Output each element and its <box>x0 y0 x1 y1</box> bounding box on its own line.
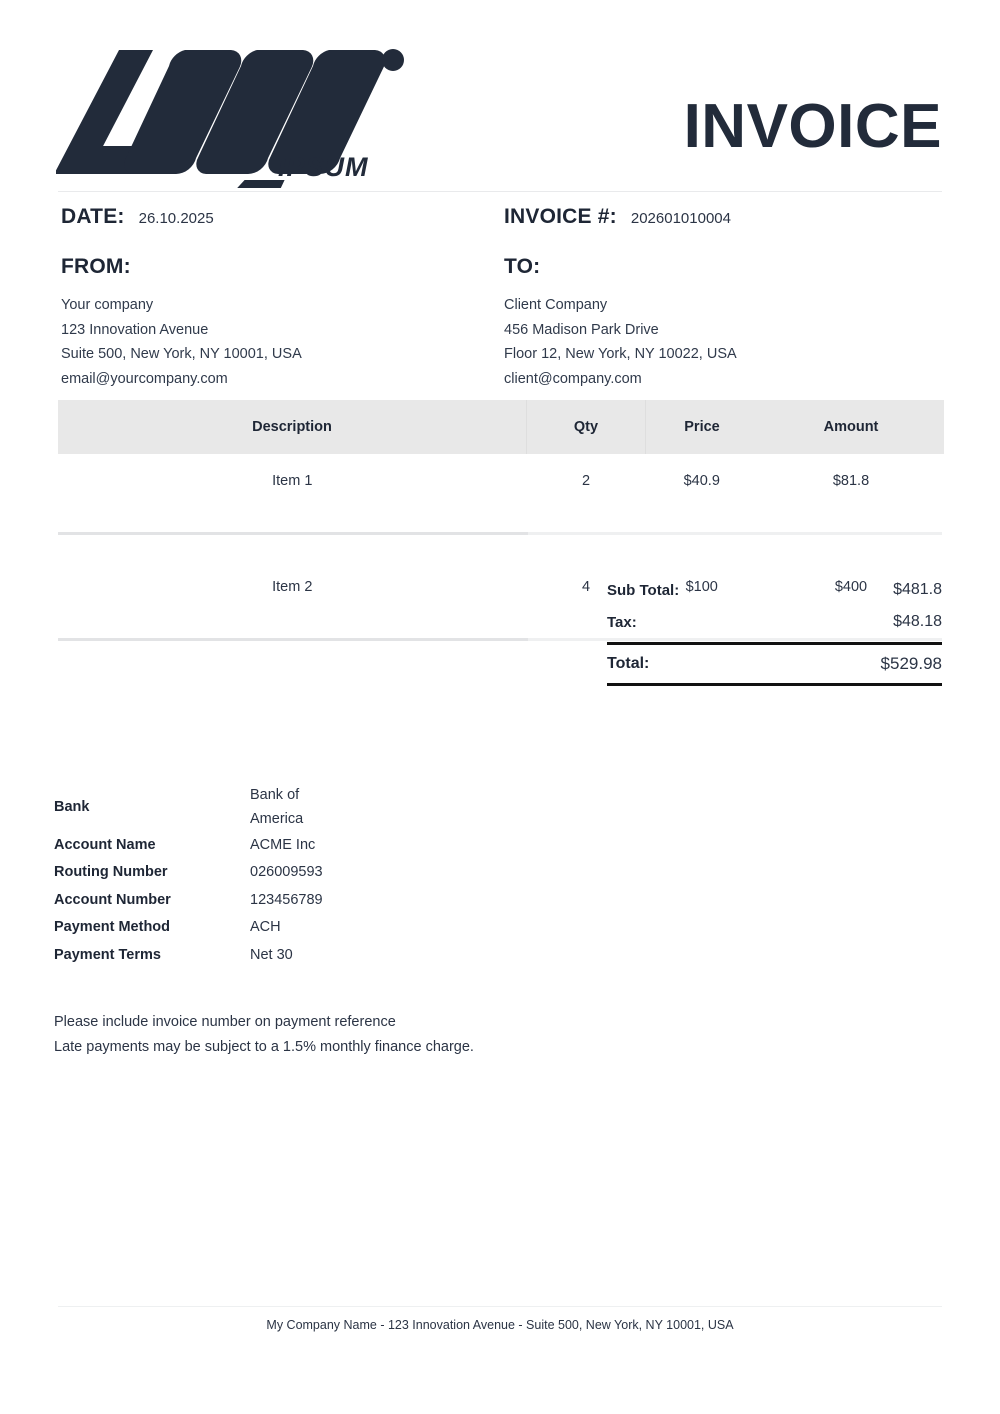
to-line: client@company.com <box>504 370 642 387</box>
cell-price: $100 <box>646 560 759 613</box>
bank-value-text: Bank of America <box>250 786 304 827</box>
payment-notes <box>54 1010 754 1060</box>
cell-price: $40.9 <box>646 454 759 507</box>
from-line: 123 Innovation Avenue <box>61 321 209 338</box>
total-row <box>607 645 942 683</box>
table-header-row <box>58 400 944 454</box>
bank-row <box>54 831 360 859</box>
note-line: Late payments may be subject to a 1.5% monthly finance charge. <box>54 1039 474 1055</box>
invoice-date-value: 26.10.2025 <box>138 210 214 227</box>
invoice-date-block <box>61 205 214 229</box>
subtotal-value: $481.8 <box>893 581 942 598</box>
bank-row <box>54 886 360 914</box>
total-label: Total: <box>607 655 650 672</box>
bank-row <box>54 941 360 969</box>
invoice-header <box>0 0 1000 192</box>
from-title: FROM: <box>61 255 131 278</box>
invoice-number-label: INVOICE #: <box>504 205 617 228</box>
totals-section <box>607 574 942 686</box>
invoice-number-block <box>504 205 731 229</box>
footer-divider <box>58 1306 942 1307</box>
header-divider <box>58 191 942 192</box>
column-header-amount: Amount <box>758 400 944 454</box>
bank-value: ACME Inc <box>250 836 316 853</box>
cell-amount: $81.8 <box>758 454 944 507</box>
bank-row <box>54 782 360 831</box>
total-value: $529.98 <box>880 654 942 673</box>
column-header-qty: Qty <box>527 400 646 454</box>
party-details <box>58 255 942 395</box>
note-line: Please include invoice number on payment reference <box>54 1014 396 1030</box>
bank-key: Payment Method <box>54 919 171 936</box>
from-line: Suite 500, New York, NY 10001, USA <box>61 346 302 362</box>
subtotal-row <box>607 574 942 606</box>
column-header-description: Description <box>58 400 527 454</box>
svg-text:IPSUM: IPSUM <box>278 152 369 182</box>
bank-value: Net 30 <box>250 946 293 963</box>
row-divider <box>58 507 944 560</box>
to-block <box>504 255 924 391</box>
from-line: email@yourcompany.com <box>61 370 228 387</box>
bank-value: 123456789 <box>250 891 323 908</box>
bank-row <box>54 859 360 887</box>
page-footer: My Company Name - 123 Innovation Avenue - Suite 500, New York, NY 10001, USA <box>266 1318 734 1332</box>
page-title: INVOICE <box>683 92 942 161</box>
tax-row <box>607 606 942 638</box>
cell-qty: 4 <box>527 560 646 613</box>
cell-description: Item 1 <box>58 454 527 507</box>
column-header-price: Price <box>646 400 759 454</box>
company-logo <box>56 38 406 188</box>
cell-description: Item 2 <box>58 560 527 613</box>
bank-value: ACH <box>250 919 281 936</box>
from-line: Your company <box>61 297 154 313</box>
bank-key: Account Number <box>54 891 171 908</box>
to-line: 456 Madison Park Drive <box>504 321 659 338</box>
row-divider-line <box>58 532 942 535</box>
bank-value <box>250 782 360 831</box>
invoice-number-value: 202601010004 <box>630 210 731 227</box>
invoice-date-label: DATE: <box>61 205 125 228</box>
totals-rule-bottom <box>607 683 942 686</box>
bank-details <box>54 782 474 969</box>
bank-key: Payment Terms <box>54 946 161 963</box>
tax-label: Tax: <box>607 613 637 631</box>
subtotal-label: Sub Total: <box>607 581 680 599</box>
to-title: TO: <box>504 255 541 278</box>
to-line: Floor 12, New York, NY 10022, USA <box>504 346 737 362</box>
bank-row <box>54 914 360 942</box>
from-block <box>61 255 481 391</box>
cell-qty: 2 <box>527 454 646 507</box>
bank-key: Routing Number <box>54 864 168 881</box>
to-line: Client Company <box>504 297 608 313</box>
tax-value: $48.18 <box>893 613 942 630</box>
table-row <box>58 454 944 507</box>
cell-amount: $400 <box>758 560 944 613</box>
bank-key: Account Name <box>54 836 156 853</box>
bank-key: Bank <box>54 798 90 815</box>
logo-ipsum-mark <box>56 38 406 188</box>
bank-value: 026009593 <box>250 864 323 881</box>
invoice-meta <box>58 205 942 237</box>
